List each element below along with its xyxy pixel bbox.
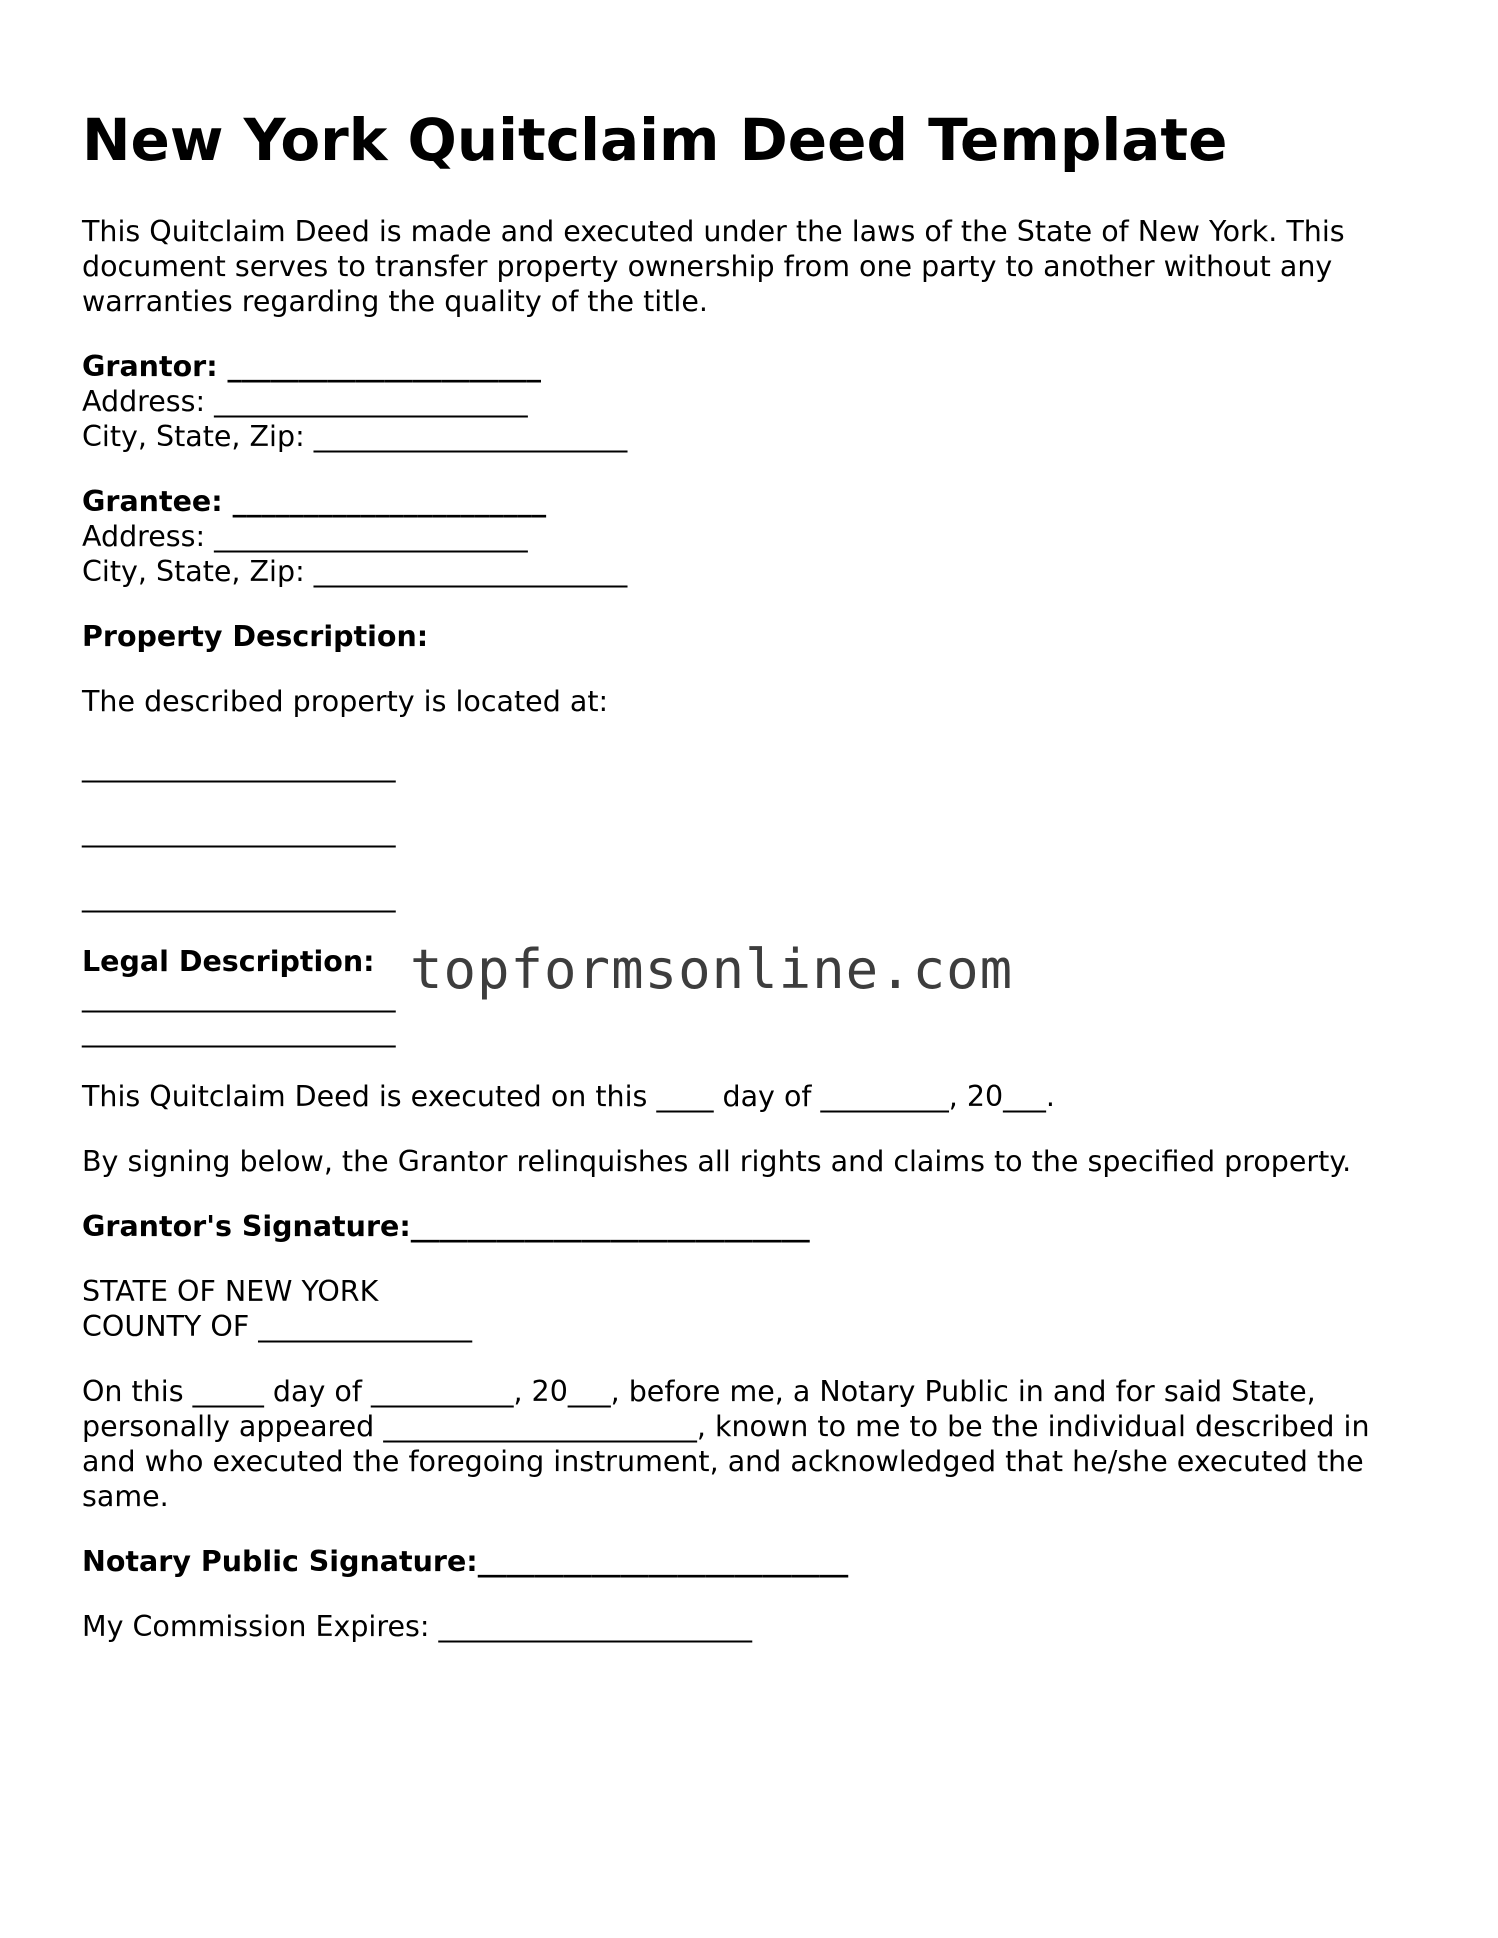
notary-line: personally appeared ______________________, known to me to be the individual described in [82, 1410, 1370, 1443]
relinquish-text: By signing below, the Grantor relinquishes all rights and claims to the specified property. [82, 1145, 1352, 1178]
grantee-field[interactable]: Grantee: ______________________ [82, 485, 547, 518]
county-field[interactable]: COUNTY OF _______________ [82, 1310, 473, 1343]
notary-line: On this _____ day of __________, 20___, before me, a Notary Public in and for said State, [82, 1375, 1316, 1408]
watermark-text: topformsonline.com [410, 938, 1014, 1001]
legal-description-heading: Legal Description: [82, 945, 375, 978]
notary-acknowledgment-paragraph [82, 1374, 1422, 1514]
legal-blank-line[interactable]: ______________________ [82, 1015, 396, 1048]
grantor-signature-field[interactable]: Grantor's Signature:____________________________ [82, 1210, 810, 1243]
state-county-section [82, 1274, 1422, 1344]
notary-signature-field[interactable]: Notary Public Signature:__________________________ [82, 1545, 849, 1578]
grantee-address-field[interactable]: Address: ______________________ [82, 520, 528, 553]
grantor-address-field[interactable]: Address: ______________________ [82, 385, 528, 418]
legal-blank-line[interactable]: ______________________ [82, 980, 396, 1013]
notary-line: and who executed the foregoing instrument, and acknowledged that he/she executed the [82, 1445, 1364, 1478]
grantee-section [82, 484, 1422, 589]
property-located-text: The described property is located at: [82, 685, 609, 718]
grantor-field[interactable]: Grantor: ______________________ [82, 350, 542, 383]
grantee-city-field[interactable]: City, State, Zip: ______________________ [82, 555, 628, 588]
grantor-city-field[interactable]: City, State, Zip: ______________________ [82, 420, 628, 453]
property-blank-line[interactable]: ______________________ [82, 750, 396, 783]
intro-paragraph [82, 214, 1422, 319]
intro-line: document serves to transfer property ownership from one party to another without any [82, 250, 1333, 283]
commission-expires-field[interactable]: My Commission Expires: ______________________ [82, 1610, 752, 1643]
grantor-section [82, 349, 1422, 454]
document-title: New York Quitclaim Deed Template [82, 106, 1228, 174]
notary-line: same. [82, 1480, 169, 1513]
execution-date-text[interactable]: This Quitclaim Deed is executed on this ____ day of _________, 20___. [82, 1080, 1055, 1113]
document-page [82, 100, 1422, 1674]
property-blank-line[interactable]: ______________________ [82, 880, 396, 913]
property-blank-line[interactable]: ______________________ [82, 815, 396, 848]
intro-line: warranties regarding the quality of the title. [82, 285, 708, 318]
state-line: STATE OF NEW YORK [82, 1275, 379, 1308]
intro-line: This Quitclaim Deed is made and executed under the laws of the State of New York. This [82, 215, 1345, 248]
property-description-heading: Property Description: [82, 620, 429, 653]
